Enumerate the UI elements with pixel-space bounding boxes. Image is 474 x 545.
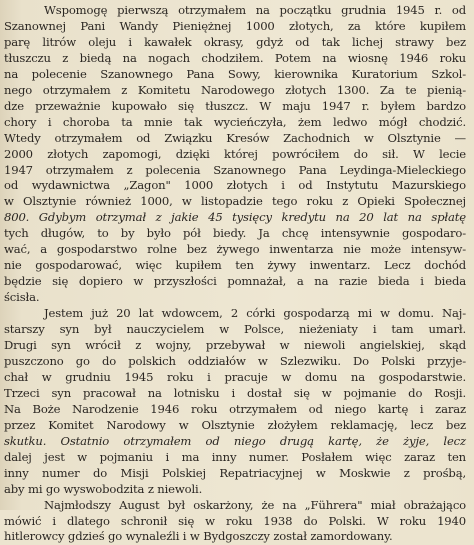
text-line: dze przeważnie kupowało się tłuszcz. W maju 1947 r. byłem bardzo <box>4 98 466 113</box>
text-line: puszczono go do polskich oddziałów w Szlezwiku. Do Polski przyje- <box>4 353 466 368</box>
text-line: nie gospodarować, więc kupiłem ten żywy inwentarz. Lecz dochód <box>4 258 466 273</box>
text-line: dalej jest w pojmaniu i ma inny numer. Posłałem więc zaraz ten <box>4 449 466 464</box>
text-line: hitlerowcy gdzieś go wynaleźli i w Bydgoszczy został zamordowany. <box>4 529 393 544</box>
text-line: Drugi syn wrócił z wojny, przebywał w niewoli angielskiej, skąd <box>4 338 466 353</box>
text-line: tych długów, to by było pół biedy. Ja chcę intensywnie gospodaro- <box>4 226 466 241</box>
text-line: Jestem już 20 lat wdowcem, 2 córki gospodarzą mi w domu. Naj- <box>44 306 466 321</box>
text-line: starszy syn był nauczycielem w Polsce, nieżeniaty i tam umarł. <box>4 322 466 337</box>
text-line: od wydawnictwa „Zagon" 1000 złotych i od Instytutu Mazurskiego <box>4 178 466 193</box>
text-line: chał w grudniu 1945 roku i pracuje w domu na gospodarstwie. <box>4 369 466 384</box>
text-line: aby mi go wyswobodzita z niewoli. <box>4 481 203 496</box>
text-line: Najmłodszy August był oskarżony, że na „Führera" miał obrażająco <box>44 497 466 512</box>
text-line: chory i choroba ta mnie tak wycieńczyła, żem ledwo mógł chodzić. <box>4 114 466 129</box>
text-line: Na Boże Narodzenie 1946 roku otrzymałem od niego kartę i zaraz <box>4 401 466 416</box>
text-line: 1947 otrzymałem z polecenia Szanownego Pana Leydinga-Mieleckiego <box>4 162 466 177</box>
text-line: nego otrzymałem z Komitetu Narodowego złotych 1300. Za te pienią- <box>4 82 466 97</box>
document-text <box>4 3 466 545</box>
text-line: mówić i dlatego schronił się w roku 1938 do Polski. W roku 1940 <box>4 513 466 528</box>
text-line: Trzeci syn pracował na lotnisku i dostał się w pojmanie do Rosji. <box>4 385 466 400</box>
text-line: przez Komitet Narodowy w Olsztynie złożyłem reklamację, lecz bez <box>4 417 466 432</box>
text-line: ścisła. <box>4 290 40 305</box>
text-line: tłuszczu z biedą na nogach chodziłem. Potem na wiosnę 1946 roku <box>4 50 466 65</box>
text-line: skutku. Ostatnio otrzymałem od niego drugą kartę, że żyje, lecz <box>4 433 466 448</box>
text-line: na polecenie Szanownego Pana Sowy, kierownika Kuratorium Szkol- <box>4 66 466 81</box>
text-line: Wspomogę pierwszą otrzymałem na początku grudnia 1945 r. od <box>44 3 466 17</box>
text-line: Szanownej Pani Wandy Pieniężnej 1000 złotych, za które kupiłem <box>4 18 466 33</box>
text-line: Wtedy otrzymałem od Związku Kresów Zachodnich w Olsztynie — <box>4 130 466 145</box>
text-line: 2000 złotych zapomogi, dzięki której powróciłem do sił. W lecie <box>4 146 466 161</box>
text-line: w Olsztynie również 1000, w listopadzie tego roku z Opieki Społecznej <box>4 194 466 209</box>
text-line: inny numer do Misji Polskiej Repatriacyjnej w Moskwie z prośbą, <box>4 465 466 480</box>
text-line: będzie się dopiero w przyszłości pomnażał, a na razie bieda i bieda <box>4 274 466 289</box>
text-line: wać, a gospodarstwo rolne bez żywego inwentarza nie może intensyw- <box>4 242 466 257</box>
text-line: 800. Gdybym otrzymał z jakie 45 tysięcy kredytu na 20 lat na spłatę <box>4 210 466 225</box>
text-line: parę litrów oleju i kawałek okrasy, gdyż od tak lichej strawy bez <box>4 34 466 49</box>
